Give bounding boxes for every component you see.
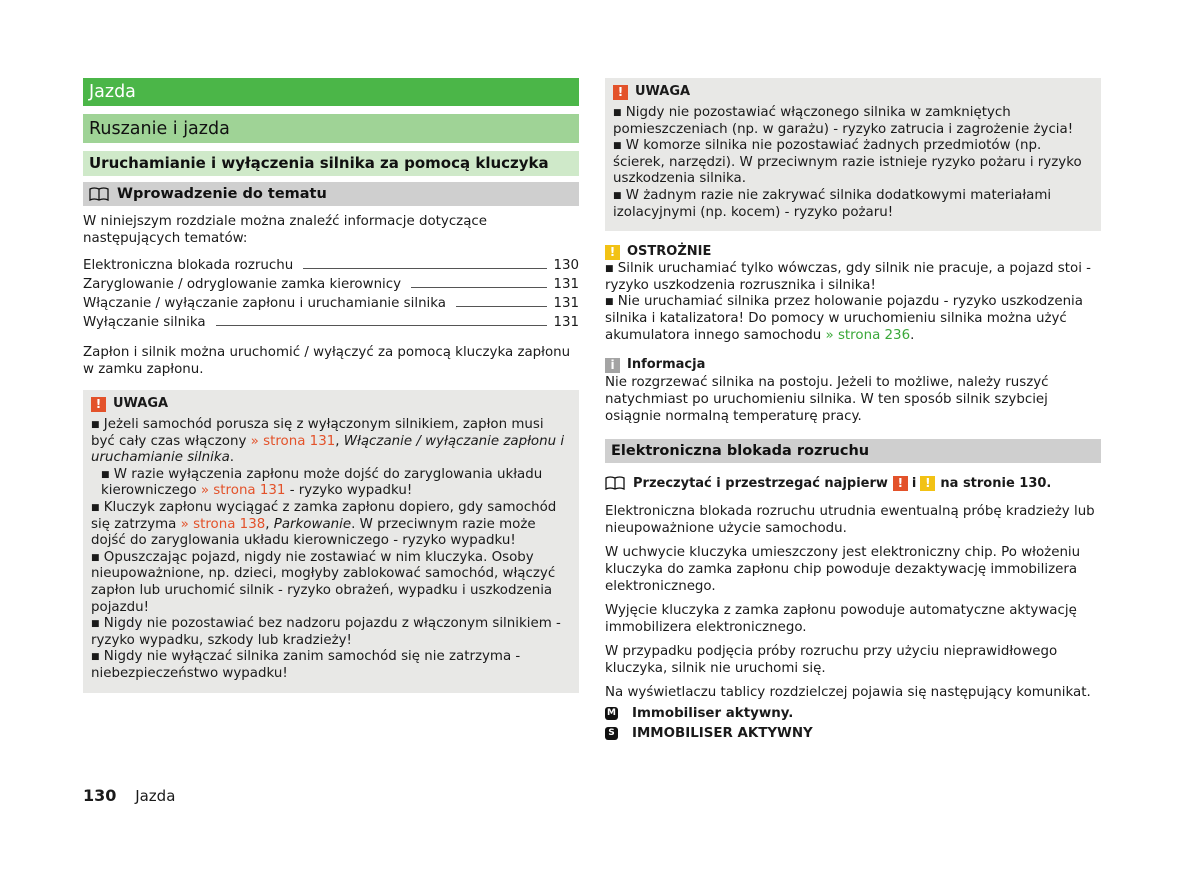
exclamation-icon: ! xyxy=(920,476,935,491)
info-title xyxy=(605,356,1101,374)
warning-title xyxy=(91,395,571,413)
warning-item: ■ Kluczyk zapłonu wyciągać z zamka zapłonu dopiero, gdy samochód się zatrzyma » strona 138, Parkowanie. W przeciwnym razie może dojść do zaryglowania układu kierowniczego - ryzyko wypadku! xyxy=(91,499,557,549)
display-message-s xyxy=(605,723,1101,743)
toc-item[interactable] xyxy=(83,256,579,275)
exclamation-icon: ! xyxy=(893,476,908,491)
caution-item: ■ Nie uruchamiać silnika przez holowanie pojazdu - ryzyko uszkodzenia silnika i katalizatora! Do pomocy w uruchomieniu silnika można użyć akumulatora innego samochodu » strona 236. xyxy=(605,294,1083,343)
toc-item-label: Elektroniczna blokada rozruchu xyxy=(83,258,294,273)
topic-heading-label: Elektroniczna blokada rozruchu xyxy=(611,442,870,459)
topic-heading xyxy=(83,182,579,206)
warning-item-ref: Włączanie / wyłączanie zapłonu i uruchamianie silnika xyxy=(91,433,565,466)
warning-item-text: W komorze silnika nie pozostawiać żadnych przedmiotów (np. ścierek, narzędzi). W przeciwnym razie istnieje ryzyko pożaru i ryzyko uszkodzenia silnika. xyxy=(613,138,1082,187)
warning-item: ■ Nigdy nie wyłączać silnika zanim samochód się nie zatrzyma - niebezpieczeństwo wypadku! xyxy=(91,649,521,681)
topic-heading-label: Wprowadzenie do tematu xyxy=(117,185,327,202)
warning-list xyxy=(613,105,1093,221)
topic-heading xyxy=(605,439,1101,463)
info-icon: i xyxy=(605,358,620,373)
warning-item: ■ Nigdy nie pozostawiać bez nadzoru pojazdu z włączonym silnikiem - ryzyko wypadku, szkody lub kradzieży! xyxy=(91,616,561,648)
display-message-m xyxy=(605,703,1101,723)
warning-box xyxy=(605,78,1101,231)
info-title-label: Informacja xyxy=(627,357,706,373)
toc-item-page: 131 xyxy=(553,315,579,330)
toc-leader xyxy=(456,306,547,307)
warning-item-text: W żadnym razie nie zakrywać silnika dodatkowymi materiałami izolacyjnymi (np. kocem) - ryzyko pożaru! xyxy=(613,187,1052,220)
caution-item: ■ Silnik uruchamiać tylko wówczas, gdy silnik nie pracuje, a pojazd stoi - ryzyko uszkodzenia rozrusznika i silnika! xyxy=(605,261,1092,293)
display-message-text: Immobiliser aktywny. xyxy=(632,705,794,721)
page-link[interactable]: » strona 236 xyxy=(825,327,911,343)
warning-item-text: Opuszczając pojazd, nigdy nie zostawiać w nim kluczyka. Osoby nieupoważnione, np. dzieci, mogłyby zablokować samochód, włączyć zapłon lub uruchomić silnik - ryzyko obrażeń, wypadku i uszkodzenia pojazdu! xyxy=(91,549,556,615)
warning-title xyxy=(613,83,1093,101)
toc-item-page: 131 xyxy=(553,277,579,292)
warning-item-text: , xyxy=(265,516,274,532)
subsection-heading: Uruchamianie i wyłączenia silnika za pomocą kluczyka xyxy=(83,151,579,176)
caution-title xyxy=(605,243,1101,261)
body-paragraph: Na wyświetlaczu tablicy rozdzielczej pojawia się następujący komunikat. xyxy=(605,685,1091,701)
page-footer xyxy=(83,786,175,805)
warning-list xyxy=(91,417,571,683)
toc-item-page: 131 xyxy=(553,296,579,311)
book-icon xyxy=(605,476,625,490)
toc-item-label: Zaryglowanie / odryglowanie zamka kierownicy xyxy=(83,277,402,292)
caution-item-text: . xyxy=(910,327,915,343)
warning-item: ■ Opuszczając pojazd, nigdy nie zostawiać w nim kluczyka. Osoby nieupoważnione, np. dzieci, mogłyby zablokować samochód, włączyć zapłon lub uruchomić silnik - ryzyko obrażeń, wypadku i uszkodzenia pojazdu! xyxy=(91,549,556,615)
ignition-paragraph: Zapłon i silnik można uruchomić / wyłączyć za pomocą kluczyka zapłonu w zamku zapłonu. xyxy=(83,345,571,377)
chapter-heading: Jazda xyxy=(83,78,579,106)
warning-item-text: W razie wyłączenia zapłonu może dojść do zaryglowania układu kierowniczego xyxy=(101,466,543,499)
read-first-and: i xyxy=(911,475,917,491)
info-text: Nie rozgrzewać silnika na postoju. Jeżeli to możliwe, należy ruszyć natychmiast po uruchomieniu silnika. W ten sposób silnik szybciej osiągnie normalną temperaturę pracy. xyxy=(605,375,1049,425)
read-first-page: na stronie 130. xyxy=(940,475,1052,491)
display-m-icon: M xyxy=(605,707,618,720)
warning-item-text: , xyxy=(335,433,344,449)
caution-title-label: OSTROŻNIE xyxy=(627,244,712,260)
warning-item: ■ W komorze silnika nie pozostawiać żadnych przedmiotów (np. ścierek, narzędzi). W przeciwnym razie istnieje ryzyko pożaru i ryzyko uszkodzenia silnika. xyxy=(613,138,1082,187)
warning-item-text: . xyxy=(229,450,235,466)
caution-list xyxy=(605,261,1101,344)
warning-subitem: ■ W razie wyłączenia zapłonu może dojść do zaryglowania układu kierowniczego » strona 131 - ryzyko wypadku! xyxy=(101,466,543,499)
caution-item-text: Nie uruchamiać silnika przez holowanie pojazdu - ryzyko uszkodzenia silnika i katalizatora! Do pomocy w uruchomieniu silnika można użyć akumulatora innego samochodu xyxy=(605,294,1083,343)
read-first-note xyxy=(605,473,1101,493)
section-heading: Ruszanie i jazda xyxy=(83,114,579,143)
toc-leader xyxy=(216,325,548,326)
exclamation-icon: ! xyxy=(605,245,620,260)
page-link[interactable]: » strona 138 xyxy=(180,516,266,532)
body-paragraph: Elektroniczna blokada rozruchu utrudnia ewentualną próbę kradzieży lub nieupoważnione użycie samochodu. xyxy=(605,504,1095,537)
page-number: 130 xyxy=(83,786,117,805)
warning-item-text: Kluczyk zapłonu wyciągać z zamka zapłonu dopiero, gdy samochód się zatrzyma xyxy=(91,499,557,532)
exclamation-icon: ! xyxy=(91,397,106,412)
warning-title-label: UWAGA xyxy=(113,396,169,411)
table-of-contents xyxy=(83,256,579,332)
display-s-icon: S xyxy=(605,727,618,740)
book-icon xyxy=(89,187,109,201)
toc-leader xyxy=(411,287,547,288)
toc-leader xyxy=(303,268,547,269)
page-link[interactable]: » strona 131 xyxy=(200,483,286,499)
warning-item-text: - ryzyko wypadku! xyxy=(285,483,413,499)
warning-item: ■ Jeżeli samochód porusza się z wyłączonym silnikiem, zapłon musi być cały czas włączony » strona 131, Włączanie / wyłączanie zapłonu i uruchamianie silnika. xyxy=(91,417,565,466)
warning-title-label: UWAGA xyxy=(635,84,691,99)
toc-item[interactable] xyxy=(83,313,579,332)
warning-item-text: . W przeciwnym razie może dojść do zaryglowania układu kierowniczego - ryzyko wypadku! xyxy=(91,516,536,549)
page-link[interactable]: » strona 131 xyxy=(250,433,336,449)
body-paragraph: W uchwycie kluczyka umieszczony jest elektroniczny chip. Po włożeniu kluczyka do zamka zapłonu chip powoduje dezaktywację immobilizera elektronicznego. xyxy=(605,545,1081,595)
right-column xyxy=(605,78,1101,743)
display-message-text: IMMOBILISER AKTYWNY xyxy=(632,725,813,741)
toc-item-page: 130 xyxy=(553,258,579,273)
warning-item-text: Nigdy nie pozostawiać włączonego silnika w zamkniętych pomieszczeniach (np. w garażu) - ryzyko zatrucia i zagrożenie życia! xyxy=(613,105,1074,137)
warning-item-text: Nigdy nie wyłączać silnika zanim samochód się nie zatrzyma - niebezpieczeństwo wypadku! xyxy=(91,649,521,681)
warning-item-text: Nigdy nie pozostawiać bez nadzoru pojazdu z włączonym silnikiem - ryzyko wypadku, szkody lub kradzieży! xyxy=(91,616,561,648)
caution-item-text: Silnik uruchamiać tylko wówczas, gdy silnik nie pracuje, a pojazd stoi - ryzyko uszkodzenia rozrusznika i silnika! xyxy=(605,261,1092,293)
warning-box xyxy=(83,390,579,693)
warning-item: ■ W żadnym razie nie zakrywać silnika dodatkowymi materiałami izolacyjnymi (np. kocem) - ryzyko pożaru! xyxy=(613,187,1052,220)
toc-item-label: Wyłączanie silnika xyxy=(83,315,206,330)
body-paragraph: Wyjęcie kluczyka z zamka zapłonu powoduje automatyczne aktywację immobilizera elektronicznego. xyxy=(605,603,1077,636)
toc-item[interactable] xyxy=(83,294,579,313)
warning-item-ref: Parkowanie xyxy=(273,516,352,532)
intro-paragraph: W niniejszym rozdziale można znaleźć informacje dotyczące następujących tematów: xyxy=(83,214,488,246)
body-paragraph: W przypadku podjęcia próby rozruchu przy użyciu nieprawidłowego kluczyka, silnik nie uruchomi się. xyxy=(605,644,1058,677)
footer-section: Jazda xyxy=(135,787,176,805)
read-first-label: Przeczytać i przestrzegać najpierw xyxy=(633,475,888,491)
warning-item: ■ Nigdy nie pozostawiać włączonego silnika w zamkniętych pomieszczeniach (np. w garażu) - ryzyko zatrucia i zagrożenie życia! xyxy=(613,105,1074,137)
exclamation-icon: ! xyxy=(613,85,628,100)
toc-item-label: Włączanie / wyłączanie zapłonu i uruchamianie silnika xyxy=(83,296,446,311)
toc-item[interactable] xyxy=(83,275,579,294)
warning-item-text: Jeżeli samochód porusza się z wyłączonym silnikiem, zapłon musi być cały czas włączony xyxy=(91,417,544,449)
left-column xyxy=(83,78,579,693)
